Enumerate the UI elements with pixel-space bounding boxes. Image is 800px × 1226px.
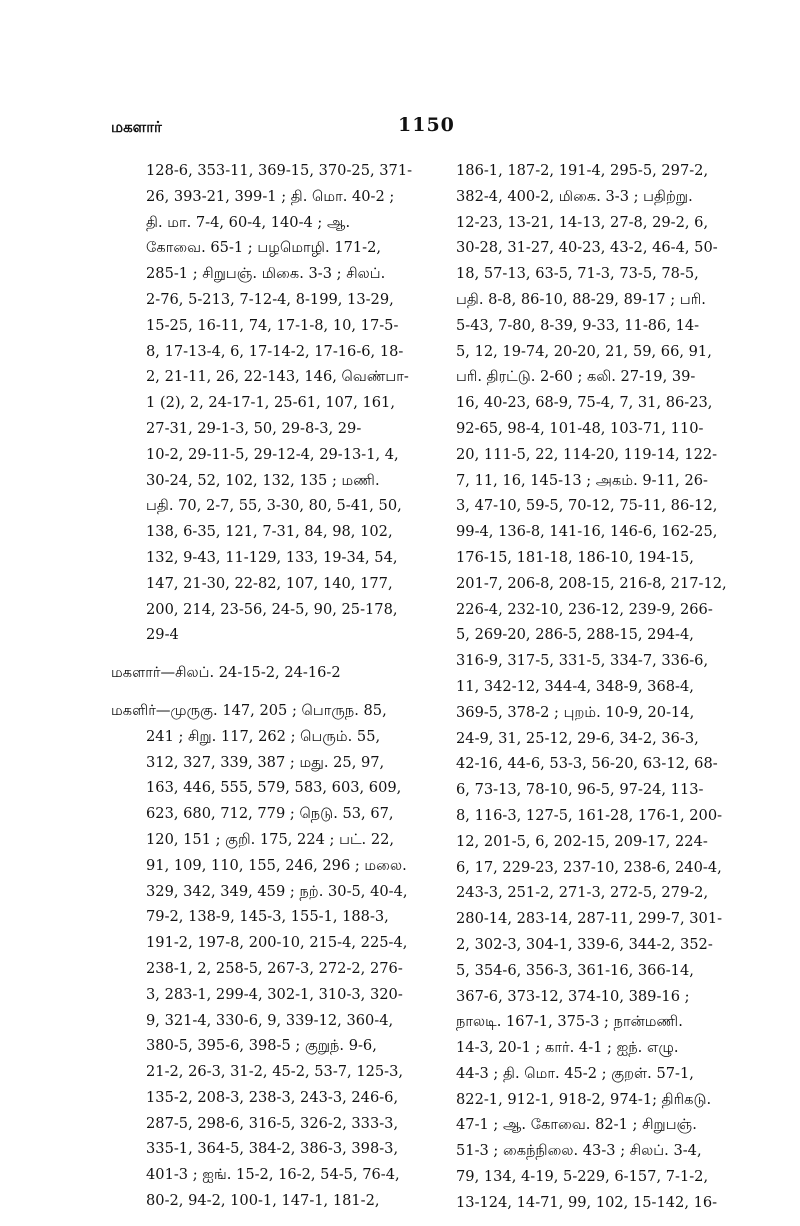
- page-number: 1150: [398, 114, 455, 136]
- entry-line: 9, 321-4, 330-6, 9, 339-12, 360-4,: [146, 1011, 394, 1029]
- entry-line: மகளிர்—முருகு. 147, 205 ; பொருந. 85,: [111, 701, 387, 719]
- entry-line: 13-124, 14-71, 99, 102, 15-142, 16-: [456, 1193, 718, 1211]
- entry-line: 14-3, 20-1 ; கார். 4-1 ; ஐந். எழு.: [456, 1039, 679, 1057]
- entry-line: 191-2, 197-8, 200-10, 215-4, 225-4,: [146, 934, 408, 952]
- entry-line: 2, 302-3, 304-1, 339-6, 344-2, 352-: [456, 935, 713, 953]
- entry-line: 12-23, 13-21, 14-13, 27-8, 29-2, 6,: [456, 213, 709, 231]
- entry-line: 147, 21-30, 22-82, 107, 140, 177,: [146, 574, 393, 592]
- right-column: [436, 158, 727, 1216]
- entry-line: 623, 680, 712, 779 ; நெடு. 53, 67,: [146, 805, 394, 823]
- entry-line: 822-1, 912-1, 918-2, 974-1; திரிகடு.: [456, 1090, 712, 1108]
- entry-line: பதி. 70, 2-7, 55, 3-30, 80, 5-41, 50,: [146, 497, 402, 515]
- entry-line: 47-1 ; ஆ. கோவை. 82-1 ; சிறுபஞ்.: [456, 1116, 697, 1134]
- entry-line: 243-3, 251-2, 271-3, 272-5, 279-2,: [456, 884, 709, 902]
- entry-line: 79-2, 138-9, 145-3, 155-1, 188-3,: [146, 908, 389, 926]
- entry-line: 2-76, 5-213, 7-12-4, 8-199, 13-29,: [146, 290, 394, 308]
- entry-line: 21-2, 26-3, 31-2, 45-2, 53-7, 125-3,: [146, 1063, 404, 1081]
- entry-line: 51-3 ; கைந்நிலை. 43-3 ; சிலப். 3-4,: [456, 1142, 702, 1160]
- entry-line: 120, 151 ; குறி. 175, 224 ; பட். 22,: [146, 830, 395, 848]
- entry-line: 285-1 ; சிறுபஞ். மிகை. 3-3 ; சிலப்.: [146, 265, 386, 283]
- entry-line: 316-9, 317-5, 331-5, 334-7, 336-6,: [456, 652, 709, 670]
- entry-line: 226-4, 232-10, 236-12, 239-9, 266-: [456, 600, 713, 618]
- entry-line: 132, 9-43, 11-129, 133, 19-34, 54,: [146, 548, 398, 566]
- entry-line: 238-1, 2, 258-5, 267-3, 272-2, 276-: [146, 959, 403, 977]
- entry-line: 176-15, 181-18, 186-10, 194-15,: [456, 548, 694, 566]
- index-entry: [111, 698, 408, 1214]
- index-entry: [111, 158, 413, 648]
- entry-line: 5, 12, 19-74, 20-20, 21, 59, 66, 91,: [456, 342, 712, 360]
- entry-line: 2, 21-11, 26, 22-143, 146, வெண்பா-: [146, 368, 409, 386]
- entry-line: 287-5, 298-6, 316-5, 326-2, 333-3,: [146, 1114, 399, 1132]
- entry-line: 6, 73-13, 78-10, 96-5, 97-24, 113-: [456, 781, 704, 799]
- entry-line: 79, 134, 4-19, 5-229, 6-157, 7-1-2,: [456, 1168, 709, 1186]
- entry-line: 42-16, 44-6, 53-3, 56-20, 63-12, 68-: [456, 755, 718, 773]
- entry-line: 15-25, 16-11, 74, 17-1-8, 10, 17-5-: [146, 316, 399, 334]
- entry-line: 135-2, 208-3, 238-3, 243-3, 246-6,: [146, 1088, 399, 1106]
- entry-line: 10-2, 29-11-5, 29-12-4, 29-13-1, 4,: [146, 445, 399, 463]
- entry-line: 29-4: [146, 626, 179, 644]
- entry-line: 16, 40-23, 68-9, 75-4, 7, 31, 86-23,: [456, 394, 713, 412]
- entry-line: 241 ; சிறு. 117, 262 ; பெரும். 55,: [146, 727, 381, 745]
- entry-line: தி. மா. 7-4, 60-4, 140-4 ; ஆ.: [146, 213, 351, 231]
- entry-line: பரி. திரட்டு. 2-60 ; கலி. 27-19, 39-: [456, 368, 696, 386]
- entry-line: 329, 342, 349, 459 ; நற். 30-5, 40-4,: [146, 882, 408, 900]
- running-header-word: மகளார்: [111, 118, 162, 136]
- entry-line: 5, 269-20, 286-5, 288-15, 294-4,: [456, 626, 694, 644]
- entry-line: 8, 17-13-4, 6, 17-14-2, 17-16-6, 18-: [146, 342, 404, 360]
- entry-line: 128-6, 353-11, 369-15, 370-25, 371-: [146, 162, 413, 179]
- entry-line: 335-1, 364-5, 384-2, 386-3, 398-3,: [146, 1140, 399, 1158]
- entry-line: 186-1, 187-2, 191-4, 295-5, 297-2,: [456, 162, 709, 179]
- entry-line: 163, 446, 555, 579, 583, 603, 609,: [146, 779, 402, 797]
- entry-line: 26, 393-21, 399-1 ; தி. மொ. 40-2 ;: [146, 187, 395, 205]
- entry-line: 200, 214, 23-56, 24-5, 90, 25-178,: [146, 600, 398, 618]
- entry-line: 201-7, 206-8, 208-15, 216-8, 217-12,: [456, 574, 727, 592]
- entry-line: 1 (2), 2, 24-17-1, 25-61, 107, 161,: [146, 394, 395, 412]
- entry-line: 80-2, 94-2, 100-1, 147-1, 181-2,: [146, 1192, 380, 1210]
- entry-line: 91, 109, 110, 155, 246, 296 ; மலை.: [146, 856, 407, 874]
- index-entry: [111, 660, 401, 686]
- entry-line: கோவை. 65-1 ; பழமொழி. 171-2,: [146, 239, 382, 257]
- entry-line: 7, 11, 16, 145-13 ; அகம். 9-11, 26-: [456, 471, 708, 489]
- entry-line: 30-28, 31-27, 40-23, 43-2, 46-4, 50-: [456, 239, 718, 257]
- entry-line: 92-65, 98-4, 101-48, 103-71, 110-: [456, 419, 704, 437]
- entry-line: 380-5, 395-6, 398-5 ; குறுந். 9-6,: [146, 1037, 377, 1055]
- entry-line: 20, 111-5, 22, 114-20, 119-14, 122-: [456, 445, 718, 463]
- entry-line: மகளார்—சிலப். 24-15-2, 24-16-2: [111, 664, 341, 682]
- entry-line: 27-31, 29-1-3, 50, 29-8-3, 29-: [146, 419, 362, 437]
- entry-line: 6, 17, 229-23, 237-10, 238-6, 240-4,: [456, 858, 722, 876]
- entry-line: 12, 201-5, 6, 202-15, 209-17, 224-: [456, 832, 708, 850]
- entry-line: 5-43, 7-80, 8-39, 9-33, 11-86, 14-: [456, 316, 700, 334]
- left-column: [111, 158, 413, 1226]
- entry-line: 5, 354-6, 356-3, 361-16, 366-14,: [456, 961, 694, 979]
- entry-line: 369-5, 378-2 ; புறம். 10-9, 20-14,: [456, 703, 695, 721]
- entry-line: நாலடி. 167-1, 375-3 ; நான்மணி.: [456, 1013, 683, 1031]
- entry-line: 280-14, 283-14, 287-11, 299-7, 301-: [456, 910, 723, 928]
- entry-line: 382-4, 400-2, மிகை. 3-3 ; பதிற்று.: [456, 187, 693, 205]
- entry-line: 8, 116-3, 127-5, 161-28, 176-1, 200-: [456, 806, 723, 824]
- entry-line: 138, 6-35, 121, 7-31, 84, 98, 102,: [146, 523, 393, 541]
- entry-line: 401-3 ; ஐங். 15-2, 16-2, 54-5, 76-4,: [146, 1166, 400, 1184]
- entry-line: 3, 47-10, 59-5, 70-12, 75-11, 86-12,: [456, 497, 718, 515]
- entry-line: 312, 327, 339, 387 ; மது. 25, 97,: [146, 753, 385, 771]
- entry-line: 367-6, 373-12, 374-10, 389-16 ;: [456, 987, 690, 1005]
- entry-line: 18, 57-13, 63-5, 71-3, 73-5, 78-5,: [456, 265, 699, 283]
- entry-line: பதி. 8-8, 86-10, 88-29, 89-17 ; பரி.: [456, 290, 706, 308]
- entry-line: 3, 283-1, 299-4, 302-1, 310-3, 320-: [146, 985, 403, 1003]
- entry-line: 24-9, 31, 25-12, 29-6, 34-2, 36-3,: [456, 729, 699, 747]
- entry-line: 44-3 ; தி. மொ. 45-2 ; குறள். 57-1,: [456, 1064, 694, 1082]
- entry-line: 99-4, 136-8, 141-16, 146-6, 162-25,: [456, 523, 718, 541]
- entry-line: 11, 342-12, 344-4, 348-9, 368-4,: [456, 677, 694, 695]
- entry-line: 30-24, 52, 102, 132, 135 ; மணி.: [146, 471, 380, 489]
